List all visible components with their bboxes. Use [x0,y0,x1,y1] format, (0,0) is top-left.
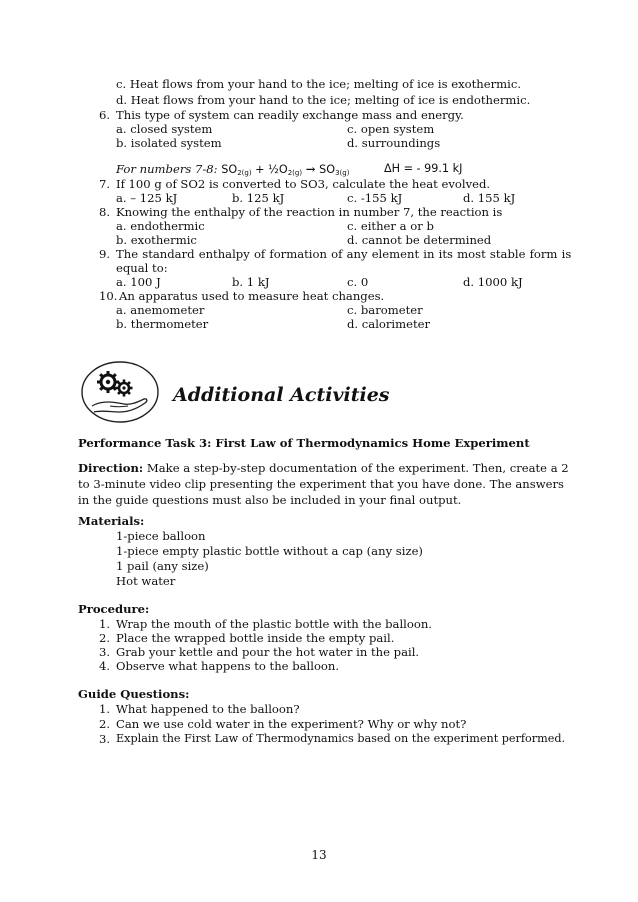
section-title: Additional Activities [173,384,390,406]
q6-text: This type of system can readily exchange mass and energy. [116,108,464,122]
q8-option-a: a. endothermic [116,219,205,233]
q8-option-d: d. cannot be determined [347,233,492,247]
reaction-enthalpy: ΔH = - 99.1 kJ [384,162,463,175]
direction-label: Direction: [78,461,144,475]
q6-number: 6. [98,108,110,122]
guide-question: What happened to the balloon? [116,702,300,716]
q7-option-b: b. 125 kJ [232,191,285,205]
procedure-step-number: 1. [98,617,110,631]
guide-question: Explain the First Law of Thermodynamics based on the experiment performed. [116,732,566,745]
q8-option-b: b. exothermic [116,233,197,247]
procedure-step: Observe what happens to the balloon. [116,659,340,673]
q7-option-d: d. 155 kJ [463,191,516,205]
q10-option-a: a. anemometer [116,303,205,317]
q9-text-line2: equal to: [116,261,168,275]
procedure-step-number: 4. [98,659,110,673]
gears-in-hand-icon [80,360,160,424]
q9-number: 9. [98,247,110,261]
q7-option-a: a. – 125 kJ [116,191,178,205]
q7-number: 7. [98,177,110,191]
page-number: 13 [311,848,327,862]
reactant-o2: + $\frac{1}{2}O_{2(g)}$ [251,163,303,177]
procedure-step: Wrap the mouth of the plastic bottle with the balloon. [116,617,432,631]
q6-option-d: d. surroundings [347,136,441,150]
guide-question: Can we use cold water in the experiment? Why or why not? [116,717,467,731]
arrow-icon: → [305,162,316,176]
q5-option-d: d. Heat flows from your hand to the ice; melting of ice is endothermic. [116,93,531,107]
guide-question-number: 1. [98,702,110,716]
reactant-so2: $SO_{2(g)}$ [221,163,252,177]
q9-option-b: b. 1 kJ [232,275,270,289]
q8-number: 8. [98,205,110,219]
procedure-step-number: 3. [98,645,110,659]
guide-question-number: 2. [98,717,110,731]
procedure-step: Grab your kettle and pour the hot water in the pail. [116,645,420,659]
q6-option-b: b. isolated system [116,136,222,150]
task-title: Performance Task 3: First Law of Thermodynamics Home Experiment [78,436,530,450]
material-item: 1 pail (any size) [116,559,209,573]
q6-option-c: c. open system [347,122,435,136]
reaction-label: For numbers 7-8: [116,162,218,176]
q10-option-c: c. barometer [347,303,423,317]
q9-option-c: c. 0 [347,275,369,289]
procedure-step: Place the wrapped bottle inside the empty pail. [116,631,395,645]
q6-option-a: a. closed system [116,122,213,136]
guide-label: Guide Questions: [78,687,190,701]
q8-text: Knowing the enthalpy of the reaction in number 7, the reaction is [116,205,503,219]
q10-option-d: d. calorimeter [347,317,431,331]
direction-line2: to 3-minute video clip presenting the experiment that you have done. The answers [78,477,564,491]
q8-option-c: c. either a or b [347,219,434,233]
q5-option-c: c. Heat flows from your hand to the ice; melting of ice is exothermic. [116,77,522,91]
q7-option-c: c. -155 kJ [347,191,403,205]
guide-question-number: 3. [98,732,110,746]
materials-label: Materials: [78,514,145,528]
material-item: 1-piece balloon [116,529,206,543]
procedure-label: Procedure: [78,602,150,616]
material-item: Hot water [116,574,176,588]
q10-number: 10. [99,289,118,303]
q9-option-a: a. 100 J [116,275,161,289]
q7-text: If 100 g of SO2 is converted to SO3, calculate the heat evolved. [116,177,491,191]
direction-line3: in the guide questions must also be included in your final output. [78,493,462,507]
material-item: 1-piece empty plastic bottle without a cap (any size) [116,544,423,558]
reaction-equation [116,162,349,177]
procedure-step-number: 2. [98,631,110,645]
q9-option-d: d. 1000 kJ [463,275,523,289]
direction-line1: Direction: Make a step-by-step documentation of the experiment. Then, create a 2 [78,461,569,475]
q10-option-b: b. thermometer [116,317,209,331]
product-so3: $SO_{3(g)}$ [319,163,350,177]
q9-text-line1: The standard enthalpy of formation of any element in its most stable form is [116,247,572,261]
q10-text: An apparatus used to measure heat changes. [119,289,385,303]
